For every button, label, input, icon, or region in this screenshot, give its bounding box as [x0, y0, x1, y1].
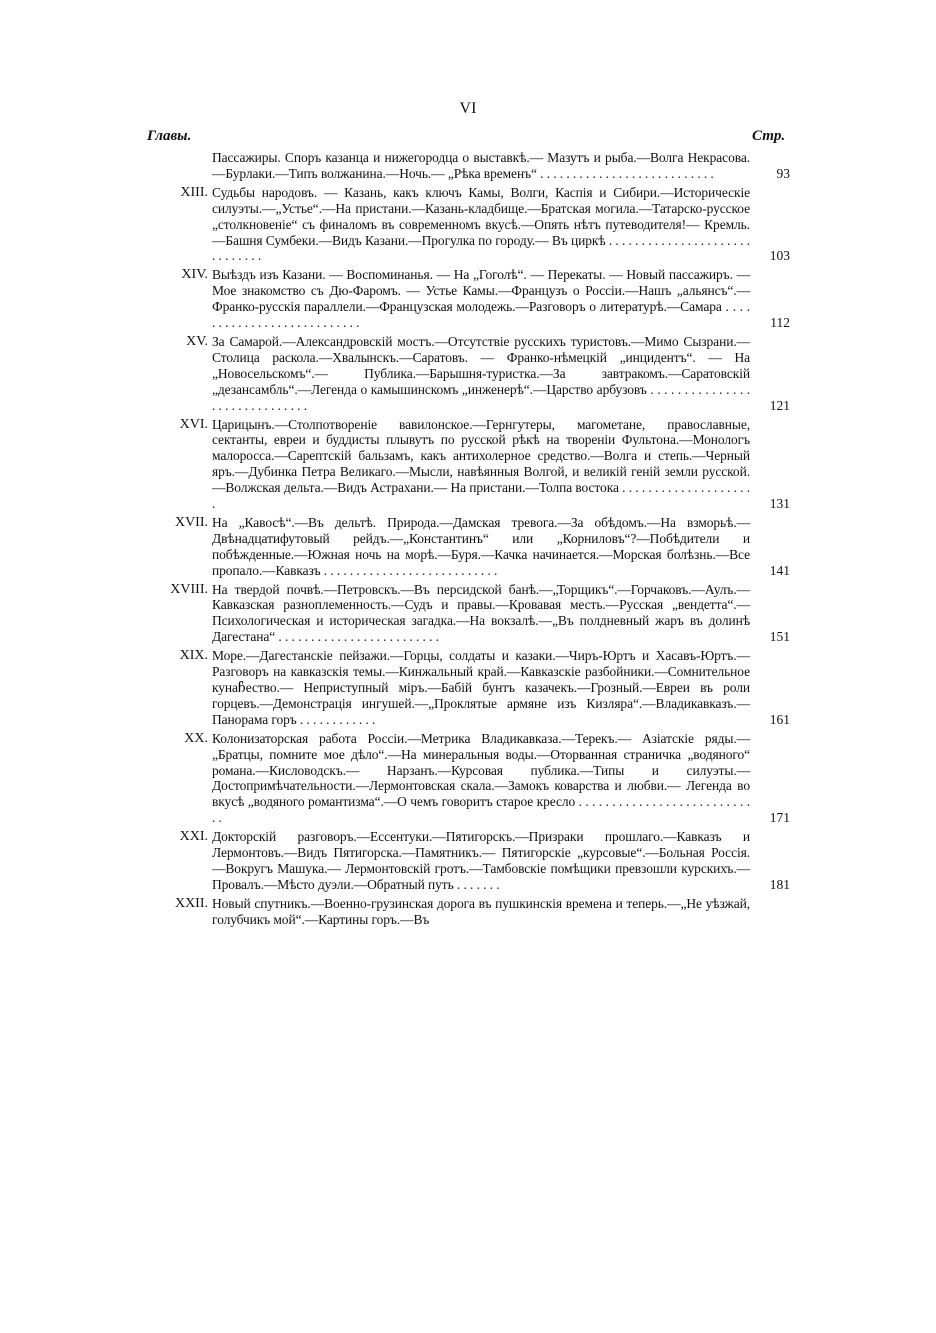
toc-entry [150, 334, 790, 414]
chapter-summary: На „Кавосѣ“.—Въ дельтѣ. Природа.—Дамская тревога.—За обѣдомъ.—На взморьѣ.—Двѣнадцатифутовый рейдъ.—„Константинъ“ или „Корниловъ“?—Побѣдители и побѣжденные.—Южная ночь на морѣ.—Буря.—Качка начинается.—Морская болѣзнь.—Все пропало.—Кавказъ . . . . . . . . . . . . . . . . . . . . . . . . . . . [212, 514, 750, 578]
page-ref: 103 [769, 248, 790, 264]
pages-column-label: Стр. [752, 128, 786, 144]
chapter-number: XXII. [174, 895, 208, 911]
page-ref: 121 [769, 397, 790, 413]
chapter-number: XX. [184, 730, 208, 746]
chapter-number: XIII. [180, 184, 208, 200]
page-ref: 151 [769, 629, 790, 645]
chapter-summary: Докторскій разговоръ.—Ессентуки.—Пятигорскъ.—Призраки прошлаго.—Кавказъ и Лермонтовъ.—Видъ Пятигорска.—Памятникъ.— Пятигорскіе „курсовые“.—Больная Россія.—Вокругъ Машука.— Лермонтовскій гротъ.—Тамбовскіе помѣщики превзошли курскихъ.—Провалъ.—Мѣсто дуэли.—Обратный путь . . . . . . . [212, 829, 750, 892]
chapter-summary: Судьбы народовъ. — Казань, какъ ключъ Камы, Волги, Каспія и Сибири.—Историческіе силуэты.—„Устье“.—На пристани.—Казань-кладбище.—Братская могила.—Татарско-русское „столкновеніе“ съ финаломъ въ современномъ вкусѣ.—Опять нѣтъ путеводителя!— Кремль.—Башня Сумбеки.—Видъ Казани.—Прогулка по городу.— Въ циркѣ . . . . . . . . . . . . . . . . . . . . . . . . . . . . . . [212, 184, 750, 264]
chapter-number: XVII. [174, 514, 208, 530]
chapter-summary: За Самарой.—Александровскій мостъ.—Отсутствіе русскихъ туристовъ.—Мимо Сызрани.—Столица раскола.—Хвалынскъ.—Саратовъ. — Франко-нѣмецкій „инцидентъ“. — На „Новосельскомъ“.— Публика.—Барышня-туристка.—За завтракомъ.—Саратовскій „дезансамбль“.—Легенда о камышинскомъ „инженерѣ“.—Царство арбузовъ . . . . . . . . . . . . . . . . . . . . . . . . . . . . . . [212, 333, 750, 413]
chapter-number: XVI. [179, 416, 208, 432]
chapters-column-label: Главы. [147, 128, 192, 144]
toc-entry [150, 648, 790, 728]
toc-entry [150, 150, 790, 182]
toc-entry [150, 417, 790, 512]
page-ref: 171 [769, 810, 790, 826]
toc-entry [150, 582, 790, 646]
chapter-summary: Выѣздъ изъ Казани. — Воспоминанья. — На „Гоголѣ“. — Перекаты. — Новый пассажиръ. — Мое знакомство съ Дю-Фаромъ. — Устье Камы.—Французъ о Россіи.—Нашъ „альянсъ“.—Франко-русскія параллели.—Французская молодежь.—Разговоръ о литературѣ.—Самара . . . . . . . . . . . . . . . . . . . . . . . . . . . [212, 267, 750, 331]
chapter-summary: Колонизаторская работа Россіи.—Метрика Владикавказа.—Терекъ.— Азіатскіе ряды.—„Братцы, помните мое дѣло“.—На минеральныя воды.—Оторванная страничка „водяного“ романа.—Кисловодскъ.— Нарзанъ.—Курсовая публика.—Типы и силуэты.—Достопримѣчательности.—Лермонтовская скала.—Замокъ коварства и любви.— Легенда во вкусѣ „водяного романтизма“.—О чемъ говоритъ старое кресло . . . . . . . . . . . . . . . . . . . . . . . . . . . . [212, 730, 750, 826]
chapter-summary: Море.—Дагестанскіе пейзажи.—Горцы, солдаты и казаки.—Чиръ-Юртъ и Хасавъ-Юртъ.—Разговоръ на кавказскія темы.—Кинжальный край.—Кавказскіе разбойники.—Сомнительное кунаჩество.— Неприступный міръ.—Бабій бунтъ казачекъ.—Грозный.—Евреи въ роли горцевъ.—Демонстрація ингушей.—„Проклятые армяне изъ Кизляра“.—Владикавказъ.—Панорама горъ . . . . . . . . . . . . [212, 648, 750, 727]
chapter-number: XXI. [179, 829, 208, 845]
chapter-number: XIV. [181, 267, 208, 283]
chapter-number: XVIII. [170, 581, 208, 597]
toc-entry [150, 829, 790, 893]
chapter-summary: На твердой почвѣ.—Петровскъ.—Въ персидской банѣ.—„Торщикъ“.—Горчаковъ.—Аулъ.—Кавказская разноплеменность.—Судъ и правы.—Кровавая месть.—Русская „вендетта“.—Психологическая и историческая загадка.—На вокзалѣ.—„Въ полдневный жаръ въ долинѣ Дагестана“ . . . . . . . . . . . . . . . . . . . . . . . . . [212, 581, 750, 645]
page-ref: 93 [776, 165, 790, 181]
chapter-number: XIX. [179, 648, 208, 664]
page-ref: 161 [769, 711, 790, 727]
page-ref: 181 [769, 876, 790, 892]
chapter-summary: Царицынъ.—Столпотвореніе вавилонское.—Гернгутеры, магометане, православные, сектанты, евреи и буддисты плывутъ по русской рѣкѣ на твореніи Фультона.—Монологъ малоросса.—Сарептскій бальзамъ, какъ антихолерное средство.—Волга и степь.—Черный яръ.—Дубинка Петра Великаго.—Мысли, навѣянныя Волгой, и великій геній земли русской.—Волжская дельта.—Видъ Астрахани.— На пристани.—Толпа востока . . . . . . . . . . . . . . . . . . . . . [212, 416, 750, 512]
table-of-contents [150, 150, 790, 931]
toc-entry [150, 267, 790, 331]
toc-entry [150, 896, 790, 928]
page-ref: 131 [769, 496, 790, 512]
page-ref: 141 [769, 562, 790, 578]
chapter-summary: Новый спутникъ.—Военно-грузинская дорога въ пушкинскія времена и теперь.—„Не уѣзжай, голубчикъ мой“.—Картины горъ.—Въ [212, 895, 750, 927]
chapter-number: XV. [186, 333, 208, 349]
toc-entry [150, 185, 790, 265]
page-ref: 112 [770, 315, 790, 331]
page-number: VI [459, 100, 477, 117]
chapter-summary: Пассажиры. Споръ казанца и нижегородца о выставкѣ.— Мазутъ и рыба.—Волга Некрасова.—Бурлаки.—Типъ волжанина.—Ночь.— „Рѣка временъ“ . . . . . . . . . . . . . . . . . . . . . . . . . . . [212, 150, 750, 181]
toc-entry [150, 515, 790, 579]
toc-entry [150, 731, 790, 826]
